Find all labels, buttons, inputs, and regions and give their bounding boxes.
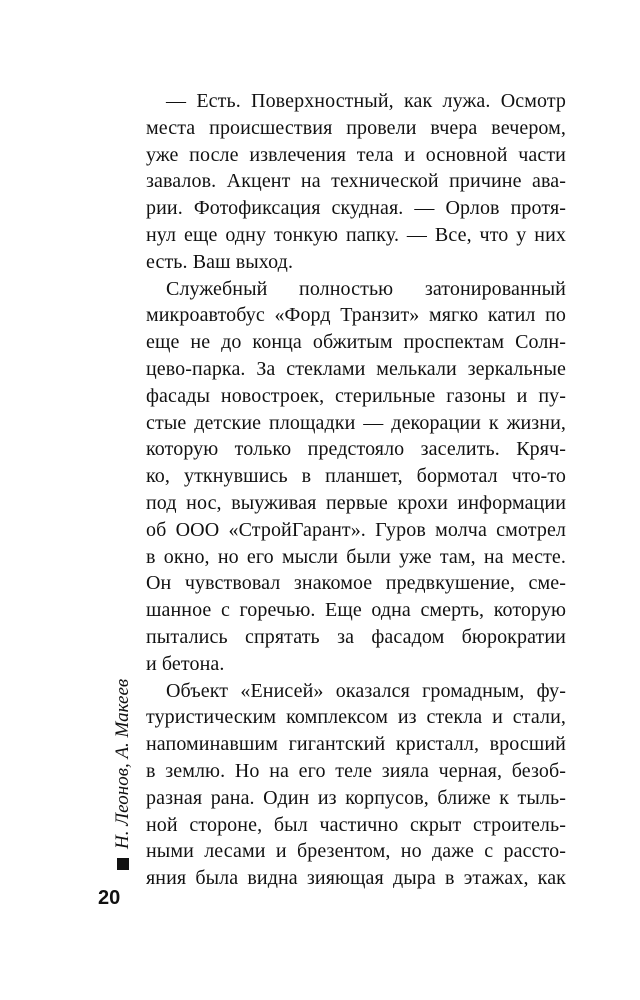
page-number: 20: [98, 887, 121, 909]
text-line: завалов. Акцент на технической причине ава-: [146, 170, 566, 193]
text-line: которую только предстояло заселить. Кряч-: [146, 438, 566, 461]
text-line: фасады новостроек, стерильные газоны и пу-: [146, 384, 566, 407]
text-line: туристическим комплексом из стекла и стали,: [146, 706, 566, 729]
square-marker-icon: [117, 858, 129, 870]
paragraph: [146, 276, 566, 678]
text-line: под нос, выуживая первые крохи информации: [146, 491, 566, 514]
running-head: [112, 679, 134, 870]
text-line: шанное с горечью. Еще одна смерть, которую: [146, 599, 566, 622]
text-line: Объект «Енисей» оказался громадным, фу-: [166, 679, 566, 702]
text-line: об ООО «СтройГарант». Гуров молча смотрел: [146, 518, 566, 541]
text-line: микроавтобус «Форд Транзит» мягко катил по: [146, 304, 566, 327]
text-line: напоминавшим гигантский кристалл, вросший: [146, 733, 566, 756]
text-line: еще не до конца обжитым проспектам Солн-: [146, 331, 566, 354]
paragraph: [146, 678, 566, 892]
text-line: и бетона.: [146, 652, 225, 675]
text-line: ко, уткнувшись в планшет, бормотал что-то: [146, 465, 566, 488]
text-line: цево-парка. За стеклами мелькали зеркальные: [146, 357, 566, 380]
text-line: есть. Ваш выход.: [146, 250, 294, 273]
text-line: уже после извлечения тела и основной части: [146, 143, 566, 166]
text-line: яния была видна зияющая дыра в этажах, как: [146, 867, 566, 890]
text-line: рии. Фотофиксация скудная. — Орлов протя-: [146, 197, 566, 220]
text-line: в землю. Но на его теле зияла черная, безоб-: [146, 759, 566, 782]
body-text: [146, 88, 566, 892]
text-line: разная рана. Один из корпусов, ближе к тыль-: [146, 786, 566, 809]
text-line: места происшествия провели вчера вечером,: [146, 116, 566, 139]
text-line: Служебный полностью затонированный: [166, 277, 566, 300]
text-line: — Есть. Поверхностный, как лужа. Осмотр: [166, 90, 566, 112]
text-line: в окно, но его мысли были уже там, на месте.: [146, 545, 566, 568]
text-line: стые детские площадки — декорации к жизни,: [146, 411, 566, 434]
text-line: ными лесами и брезентом, но даже с рассто-: [146, 840, 566, 863]
text-line: Он чувствовал знакомое предвкушение, сме-: [146, 572, 566, 595]
running-head-text: Н. Леонов, А. Макеев: [112, 678, 133, 849]
text-line: пытались спрятать за фасадом бюрократии: [146, 625, 566, 648]
paragraph: [146, 88, 566, 276]
text-line: ной стороне, был частично скрыт строитель-: [146, 813, 566, 836]
text-line: нул еще одну тонкую папку. — Все, что у них: [146, 223, 566, 246]
